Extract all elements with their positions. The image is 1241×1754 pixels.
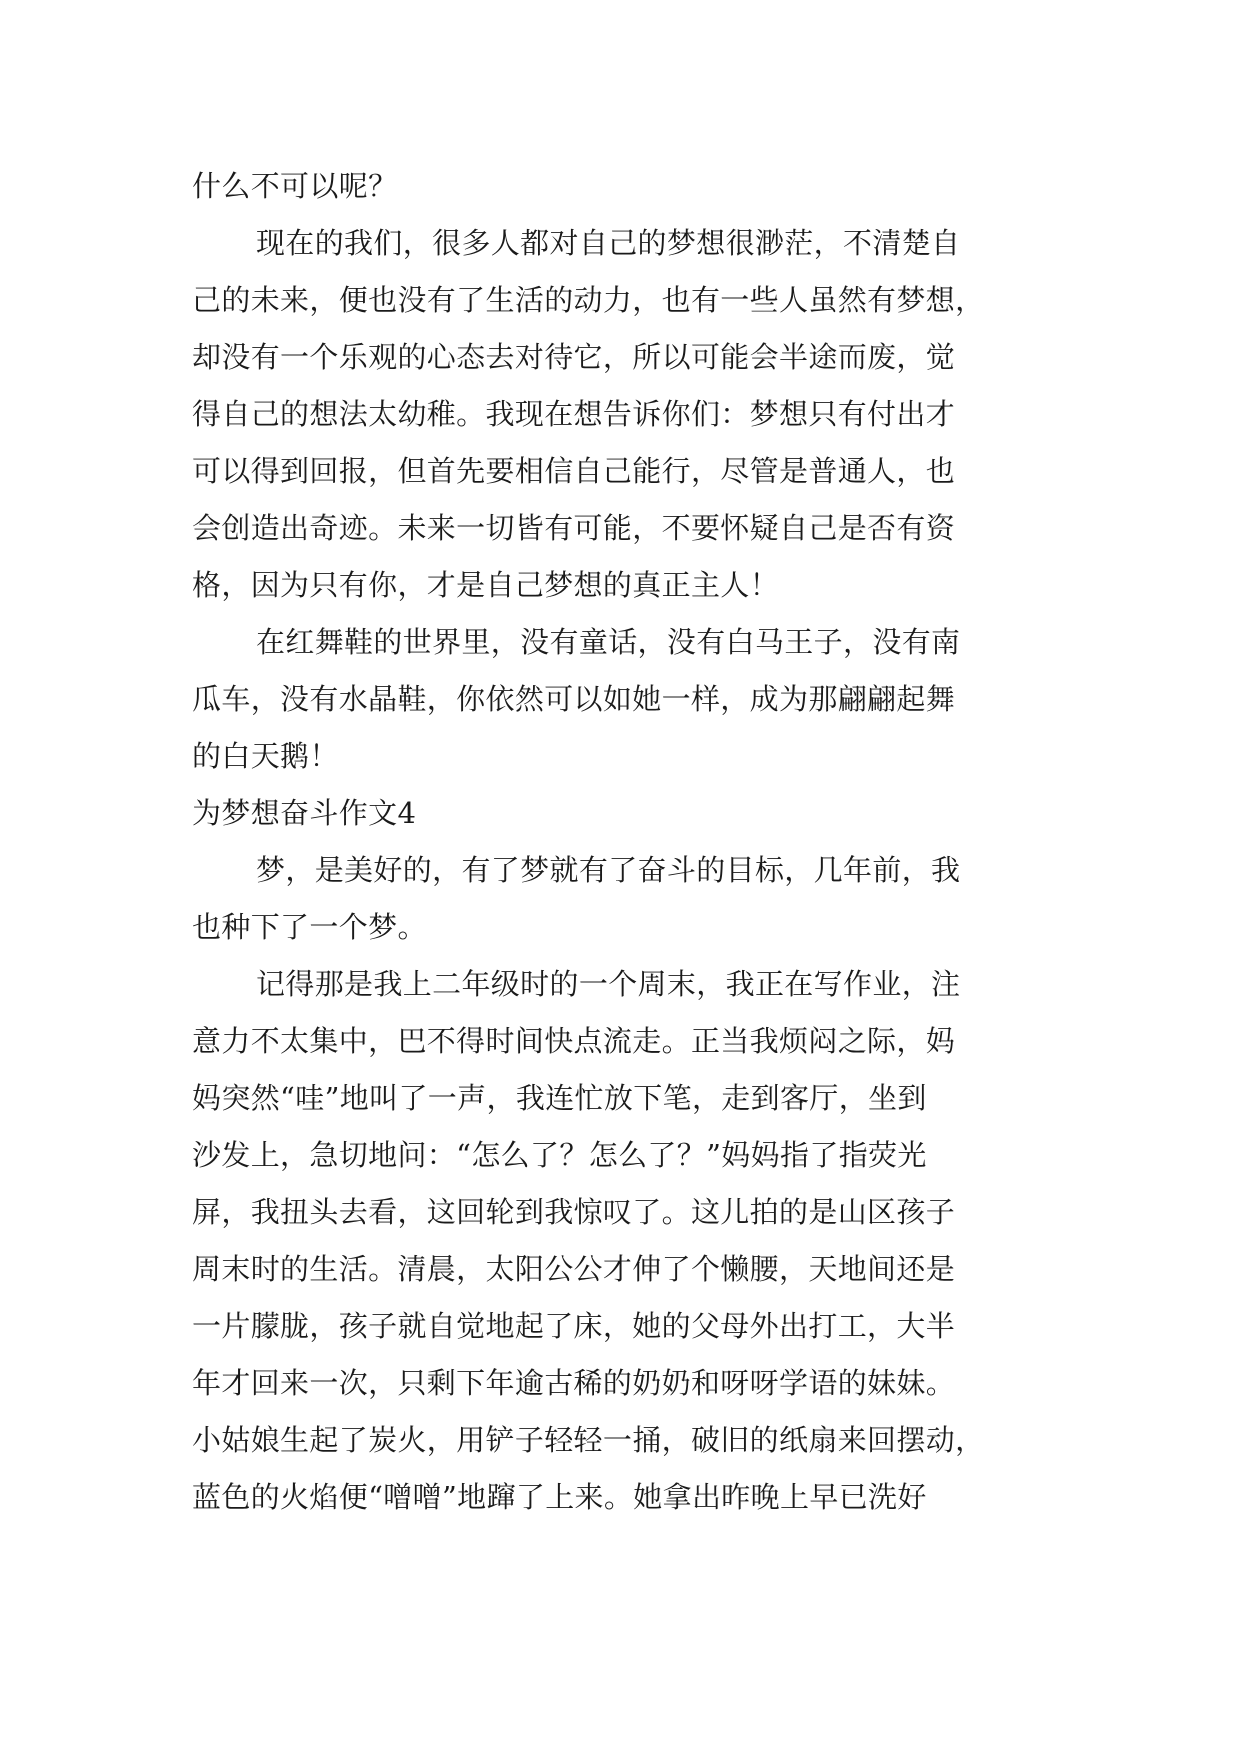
- paragraph-start-line: 记得那是我上二年级时的一个周末，我正在写作业，注: [256, 967, 961, 1001]
- text-line: 沙发上，急切地问：“怎么了？怎么了？”妈妈指了指荧光: [192, 1138, 927, 1172]
- text-line: 格，因为只有你，才是自己梦想的真正主人！: [192, 568, 780, 602]
- text-line: 屏，我扭头去看，这回轮到我惊叹了。这儿拍的是山区孩子: [192, 1195, 956, 1229]
- paragraph-start-line: 现在的我们，很多人都对自己的梦想很渺茫，不清楚自: [256, 226, 961, 260]
- paragraph-start-line: 在红舞鞋的世界里，没有童话，没有白马王子，没有南: [256, 625, 961, 659]
- text-line: 得自己的想法太幼稚。我现在想告诉你们：梦想只有付出才: [192, 397, 956, 431]
- text-line: 周末时的生活。清晨，太阳公公才伸了个懒腰，天地间还是: [192, 1252, 956, 1286]
- text-line: 蓝色的火焰便“噌噌”地蹿了上来。她拿出昨晚上早已洗好: [192, 1480, 927, 1514]
- text-line: 也种下了一个梦。: [192, 910, 427, 944]
- section-heading: 为梦想奋斗作文4: [192, 796, 417, 830]
- text-line: 小姑娘生起了炭火，用铲子轻轻一捅，破旧的纸扇来回摆动，: [192, 1423, 985, 1457]
- text-line: 一片朦胧，孩子就自觉地起了床，她的父母外出打工，大半: [192, 1309, 956, 1343]
- text-line: 年才回来一次，只剩下年逾古稀的奶奶和呀呀学语的妹妹。: [192, 1366, 956, 1400]
- text-line: 什么不可以呢？: [192, 169, 398, 203]
- text-line: 的白天鹅！: [192, 739, 339, 773]
- text-line: 意力不太集中，巴不得时间快点流走。正当我烦闷之际，妈: [192, 1024, 956, 1058]
- paragraph-start-line: 梦，是美好的，有了梦就有了奋斗的目标，几年前，我: [256, 853, 961, 887]
- text-line: 妈突然“哇”地叫了一声，我连忙放下笔，走到客厅，坐到: [192, 1081, 927, 1115]
- text-line: 可以得到回报，但首先要相信自己能行，尽管是普通人，也: [192, 454, 956, 488]
- text-line: 己的未来，便也没有了生活的动力，也有一些人虽然有梦想，: [192, 283, 985, 317]
- text-line: 瓜车，没有水晶鞋，你依然可以如她一样，成为那翩翩起舞: [192, 682, 956, 716]
- text-line: 会创造出奇迹。未来一切皆有可能，不要怀疑自己是否有资: [192, 511, 956, 545]
- text-line: 却没有一个乐观的心态去对待它，所以可能会半途而废，觉: [192, 340, 956, 374]
